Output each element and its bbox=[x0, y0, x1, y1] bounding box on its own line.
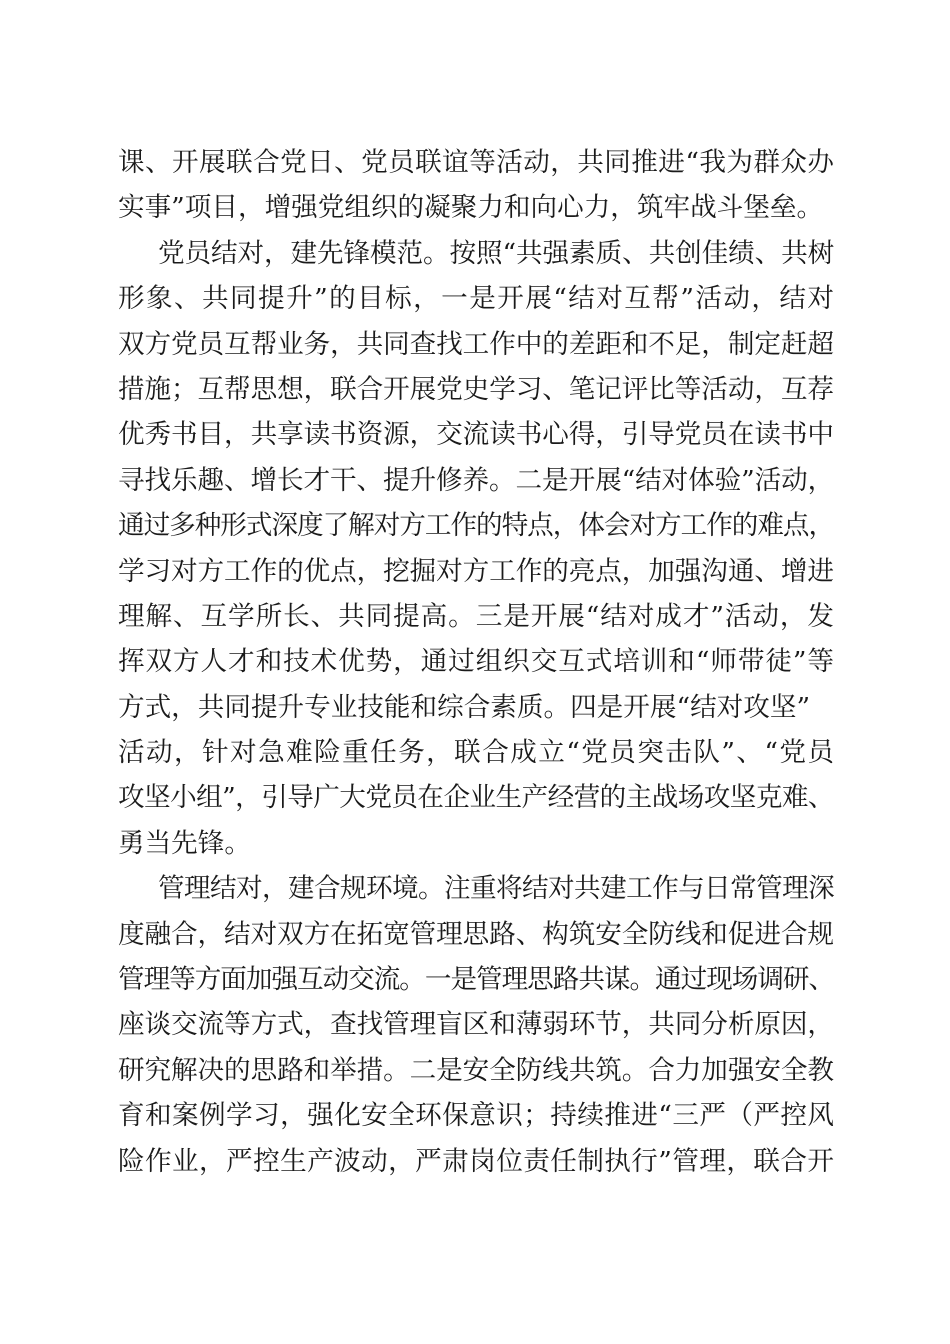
paragraph-first-line: 党员结对，建先锋模范。按照“共强素质、共创佳绩、共树 bbox=[158, 237, 835, 269]
text-line: 学习对方工作的优点，挖掘对方工作的亮点，加强沟通、增进 bbox=[118, 555, 834, 587]
text-line: 优秀书目，共享读书资源，交流读书心得，引导党员在读书中 bbox=[118, 419, 834, 451]
text-line: 度融合，结对双方在拓宽管理思路、构筑安全防线和促进合规 bbox=[118, 918, 834, 950]
text-line: 方式，共同提升专业技能和综合素质。四是开展“结对攻坚” bbox=[118, 691, 811, 723]
text-line: 课、开展联合党日、党员联谊等活动，共同推进“我为群众办 bbox=[118, 147, 834, 178]
text-line: 座谈交流等方式，查找管理盲区和薄弱环节，共同分析原因， bbox=[118, 1009, 834, 1041]
text-line: 形象、共同提升”的目标，一是开展“结对互帮”活动，结对 bbox=[118, 283, 834, 315]
text-line: 勇当先锋。 bbox=[118, 827, 251, 859]
text-line: 实事”项目，增强党组织的凝聚力和向心力，筑牢战斗堡垒。 bbox=[118, 192, 824, 224]
text-line: 管理等方面加强互动交流。一是管理思路共谋。通过现场调研、 bbox=[118, 964, 835, 996]
paragraph-first-line: 管理结对，建合规环境。注重将结对共建工作与日常管理深 bbox=[158, 873, 835, 905]
text-line: 措施；互帮思想，联合开展党史学习、笔记评比等活动，互荐 bbox=[118, 373, 834, 405]
text-line: 研究解决的思路和举措。二是安全防线共筑。合力加强安全教 bbox=[118, 1054, 834, 1086]
text-line: 挥双方人才和技术优势，通过组织交互式培训和“师带徒”等 bbox=[118, 646, 834, 678]
text-line: 活动，针对急难险重任务，联合成立“党员突击队”、“党员 bbox=[118, 737, 834, 769]
text-line: 寻找乐趣、增长才干、提升修养。二是开展“结对体验”活动， bbox=[118, 464, 835, 496]
text-line: 育和案例学习，强化安全环保意识；持续推进“三严（严控风 bbox=[118, 1100, 834, 1132]
text-line: 攻坚小组”，引导广大党员在企业生产经营的主战场攻坚克难、 bbox=[118, 782, 834, 814]
text-line: 险作业，严控生产波动，严肃岗位责任制执行”管理，联合开 bbox=[118, 1145, 834, 1177]
text-line: 双方党员互帮业务，共同查找工作中的差距和不足，制定赶超 bbox=[118, 328, 834, 360]
text-line: 理解、互学所长、共同提高。三是开展“结对成才”活动，发 bbox=[118, 600, 834, 632]
text-line: 通过多种形式深度了解对方工作的特点，体会对方工作的难点， bbox=[118, 510, 835, 542]
body-text bbox=[118, 140, 834, 1184]
